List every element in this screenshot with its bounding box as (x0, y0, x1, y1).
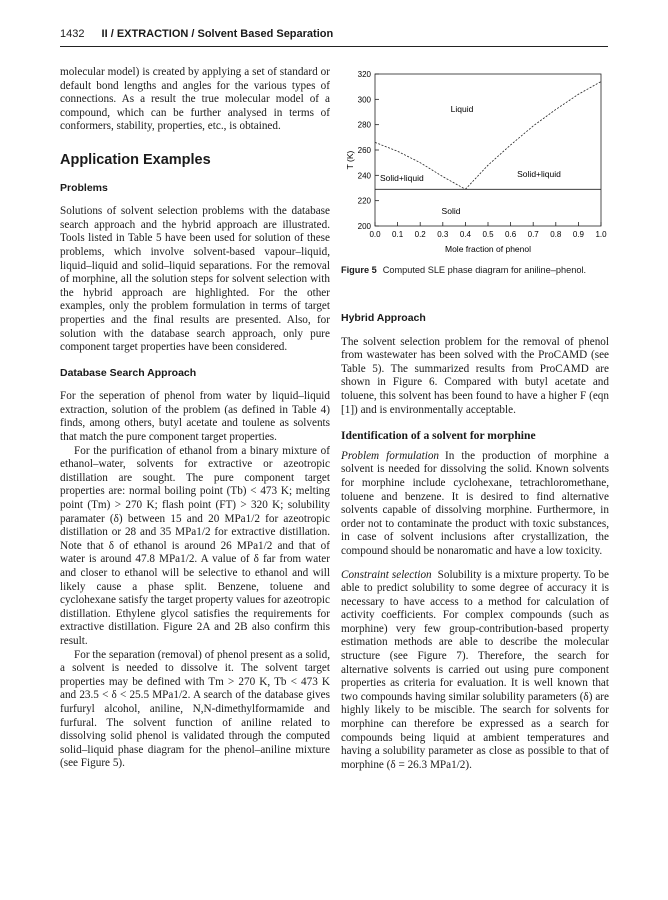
heading-hybrid-approach: Hybrid Approach (341, 312, 426, 324)
heading-application-examples: Application Examples (60, 151, 211, 168)
region-label-liquid: Liquid (450, 104, 474, 114)
y-tick-label: 300 (357, 95, 371, 105)
region-label-solid: Solid (441, 206, 461, 216)
constraint-selection-text: Solubility is a mixture property. To be able to predict solubility to some degree of accuracy it is necessary to have access to a method for calculation of activity coefficients. For complex compounds (such as morphine) very few group-contribution-based property estimation methods are able to describe the molecular structure (see Figure 7). Therefore, the search for alternative solvents is carried out using pure component properties as criteria for evaluation. It is well known that two compounds having similar solubility parameters (δ) are highly likely to be miscible. The search for solvents for morphine can therefore be expressed as a search for compounds being liquid at ambient temperatures and having a solubility parameter as close as possible to that of morphine (δ = 26.3 MPa1/2). (341, 568, 609, 771)
y-tick-label: 260 (357, 146, 371, 155)
x-tick-label: 0.5 (482, 230, 494, 239)
problem-formulation-text: In the production of morphine a solvent is needed for dissolving the solid. Known solvents for morphine include cyclohexane, tetrachloromethane, toluene and benzene. It is desired to find alternative solvents capable of dissolving morphine. Furthermore, in order not to contaminate the product with toxic substances, in case of solvent inclusions after crystallization, the compound should be nonaromatic and have a low toxicity. (341, 449, 610, 557)
heading-morphine: Identification of a solvent for morphine (341, 429, 536, 443)
y-tick-label: 280 (357, 120, 371, 130)
heading-problems: Problems (60, 181, 108, 194)
problem-formulation-head: Problem formulation (341, 449, 440, 462)
x-tick-label: 0.2 (414, 230, 426, 239)
database-paragraph-1: For the seperation of phenol from water by liquid–liquid extraction, solution of the problem (as defined in Table 4) finds, among others, butyl acetate and toulene as solvents that match the pure component target properties. (60, 390, 330, 444)
x-tick-label: 0.1 (392, 230, 404, 239)
right-column (341, 312, 609, 772)
plot-frame (375, 74, 601, 226)
region-label-solid-liquid-left: Solid+liquid (380, 173, 424, 183)
x-tick-label: 0.9 (572, 230, 584, 239)
constraint-selection-head: Constraint selection (341, 568, 432, 581)
figure-label: Figure 5 (341, 265, 377, 275)
figure-caption-text: Computed SLE phase diagram for aniline–phenol. (382, 265, 587, 275)
x-tick-label: 0.0 (369, 230, 381, 239)
x-axis-label: Mole fraction of phenol (445, 244, 531, 254)
problems-paragraph: Solutions of solvent selection problems with the database search approach and the hybrid approach are illustrated. Tools listed in Table 5 have been used for solution of these problems, which involve solvent-based vapour–liquid, liquid–liquid and solid–liquid separations. For the removal of morphine, all the solution steps for solvent selection with the hybrid approach are highlighted. For the other examples, only the problem formulation in terms of target properties and the final results are presented. Also, for solution with the database search approach, only pure component target properties have been considered. (60, 205, 330, 354)
x-tick-label: 1.0 (595, 230, 607, 239)
running-header (60, 24, 608, 47)
database-paragraph-3: For the separation (removal) of phenol present as a solid, a solvent is needed to dissolve it. The solvent target properties may be defined with Tm > 270 K, Tb < 473 K and 23.5 < δ < 25.5 MPa1/2. A search of the database gives furfuryl alcohol, aniline, N,N-dimethylformamide and furfural. The solvent function of aniline related to dissolving solid phenol is validated through the computed solid–liquid phase diagram for the phenol–aniline mixture (see Figure 5). (60, 648, 330, 770)
left-column (60, 66, 330, 771)
y-tick-label: 200 (357, 222, 371, 231)
y-axis-label: T (K) (345, 150, 355, 170)
page-number: 1432 (60, 28, 85, 40)
region-label-solid-liquid-right: Solid+liquid (517, 169, 561, 179)
intro-paragraph: molecular model) is created by applying a set of standard or default bond lengths and angles for the various types of connections. As a result the true molecular model of a compound, which can be further analysed in terms of conformers, stability, properties, etc., is obtained. (60, 66, 330, 133)
hybrid-paragraph: The solvent selection problem for the removal of phenol from wastewater has been solved with the ProCAMD (see Table 5). The summarized results from ProCAMD are shown in Figure 6. Compared with butyl acetate and toluene, this solvent has been found to have a higher F (eqn [1]) and is environmentally acceptable. (341, 335, 609, 416)
sle-phase-diagram (341, 66, 609, 281)
running-title: II / EXTRACTION / Solvent Based Separation (101, 28, 334, 40)
y-tick-label: 220 (357, 196, 371, 206)
y-tick-label: 320 (357, 70, 371, 79)
heading-database-search: Database Search Approach (60, 366, 197, 379)
figure-caption (341, 265, 609, 275)
y-tick-label: 240 (357, 171, 371, 181)
x-tick-label: 0.8 (550, 230, 562, 239)
database-paragraph-2: For the purification of ethanol from a binary mixture of ethanol–water, solvents for extractive or azeotropic distillation are sought. The pure component target properties are: normal boiling point (Tb) < 473 K; melting point (Tm) > 270 K; flash point (FT) > 320 K; solubility paramater (δ) between 15 and 20 MPa1/2 for azeotropic distillation or 28 and 35 MPa1/2 for extractive distillation. Note that δ of ethanol is around 26 MPa1/2 and that of water is around 47.8 MPa1/2. A value of δ far from water and closer to ethanol will be selective to ethanol and will likely cause a phase split. Benzene, toluene and cyclohexane satisfy the target property values for azeotropic distillation. Ethylene glycol satisfies the requirements for extractive distillation. Figure 2A and 2B also confirm this result. (60, 444, 330, 647)
x-tick-label: 0.6 (505, 230, 517, 239)
x-tick-label: 0.7 (527, 230, 539, 239)
x-tick-label: 0.3 (437, 230, 449, 239)
x-tick-label: 0.4 (459, 230, 471, 239)
